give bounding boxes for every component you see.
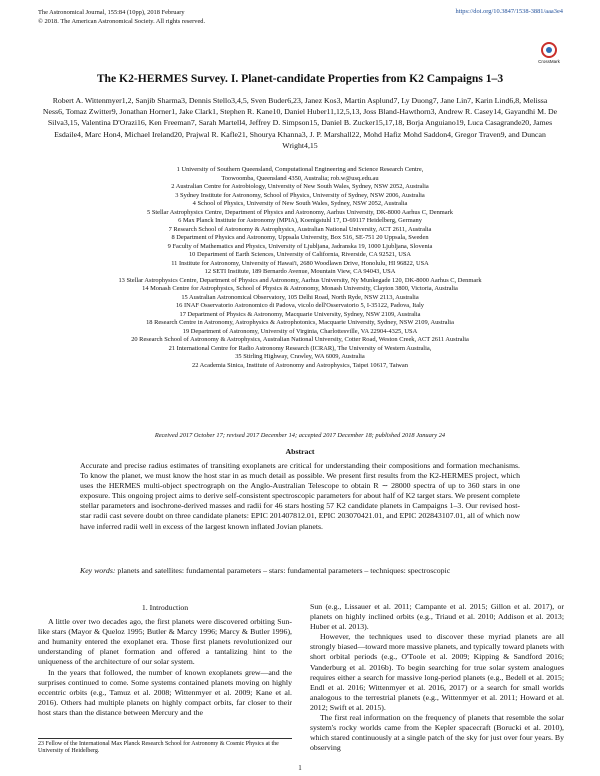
affiliation-line: 3 Sydney Institute for Astronomy, School of Physics, University of Sydney, NSW 2006, Australia	[175, 191, 425, 199]
abstract-heading: Abstract	[285, 447, 315, 456]
crossmark-icon	[541, 42, 557, 58]
running-header	[38, 8, 205, 26]
affiliation-line: 9 Faculty of Mathematics and Physics, University of Ljubljana, Jadranska 19, 1000 Ljubljana, Slovenia	[167, 242, 433, 250]
paragraph: A little over two decades ago, the first planets were discovered orbiting Sun-like stars (Mayor & Queloz 1995; Butler & Marcy 1996; Marcy & Butler 1996), and humanity entered the exoplanet era. Those first planets revolutionized our understanding of planet formation and offered a tantalizing hint to the uniqueness of the architecture of our solar system.	[38, 617, 292, 667]
affiliation-line: 21 International Centre for Radio Astronomy Research (ICRAR), The University of Western Australia,	[168, 344, 432, 352]
crossmark-label: CrossMark	[538, 59, 560, 64]
footnote: 23 Fellow of the International Max Planck Research School for Astronomy & Cosmic Physics at the University of Heidelberg.	[38, 738, 292, 756]
affiliation-line: 8 Department of Physics and Astronomy, Uppsala University, Box 516, SE-751 20 Uppsala, Sweden	[171, 234, 429, 241]
affiliation-line: 20 Research School of Astronomy & Astrophysics, Australian National University, Cotter Road, Weston Creek, ACT 2611 Australia	[131, 336, 469, 343]
affiliation-line: 12 SETI Institute, 189 Bernardo Avenue, Mountain View, CA 94043, USA	[204, 268, 396, 275]
paragraph: However, the techniques used to discover these myriad planets are all strongly biased—toward more massive planets, and typically toward planets with short orbital periods (e.g., O'Toole et al. 2009; Kipping & Sandford 2016; Vanderburg et al. 2016b). To begin searching for true solar system analogues requires either a search for massive long-period planets (e.g., Bedell et al. 2015; Endl et al. 2016; Wittenmyer et al. 2016, 2017) or a search for small worlds analogous to the terrestrial planets (e.g., Wittenmyer et al. 2011; Howard et al. 2012; Swift et al. 2015).	[310, 632, 564, 712]
affiliation-line: 5 Stellar Astrophysics Centre, Department of Physics and Astronomy, Aarhus University, DK-8000 Aarhus C, Denmark	[147, 208, 453, 216]
paragraph: The first real information on the frequency of planets that resemble the solar system's rocky worlds came from the Kepler spacecraft (Borucki et al. 2010), which stared continuously at a single patch of the sky for just over four years. By observing	[310, 713, 564, 753]
page-number: 1	[298, 764, 302, 772]
abstract-text: Accurate and precise radius estimates of transiting exoplanets are critical for understanding their compositions and formation mechanisms. To know the planet, we must know the host star in as much detail as possible. We present first results from the K2-HERMES project, which uses the HERMES multi-object spectrograph on the Anglo-Australian Telescope to obtain R ∼ 28000 spectra of up to 360 stars in one exposure. This ongoing project aims to derive self-consistent spectroscopic parameters for about half of K2 target stars. We present complete stellar parameters and isochrone-derived masses and radii for 46 stars hosting 57 K2 candidate planets in Campaigns 1–3. Our revised host-star radii cast severe doubt on three candidate planets: EPIC 201407812.01, EPIC 203070421.01, and EPIC 202843107.01, all of which now have inferred radii well in excess of the largest known inflated Jovian planets.	[80, 461, 520, 531]
affiliation-line: 4 School of Physics, University of New South Wales, Sydney, NSW 2052, Australia	[192, 200, 408, 207]
affiliation-line: 35 Stirling Highway, Crawley, WA 6009, Australia	[235, 353, 365, 360]
left-column	[38, 603, 292, 718]
paragraph: Sun (e.g., Lissauer et al. 2011; Campante et al. 2015; Gillon et al. 2017), or planets on highly inclined orbits (e.g., Triaud et al. 2010; Addison et al. 2013; Huber et al. 2013).	[310, 602, 564, 632]
affiliation-line: 17 Department of Physics & Astronomy, Macquarie University, Sydney, NSW 2109, Australia	[179, 310, 421, 318]
keywords-text: planets and satellites: fundamental parameters – stars: fundamental parameters – techniques: spectroscopic	[117, 566, 451, 575]
keywords-label: Key words:	[80, 566, 116, 575]
affiliation-line: 2 Australian Centre for Astrobiology, University of New South Wales, Sydney, NSW 2052, Australia	[171, 183, 429, 190]
crossmark-badge[interactable]	[536, 42, 562, 64]
right-column	[310, 602, 564, 753]
affiliation-line: 13 Stellar Astrophysics Centre, Department of Physics and Astronomy, Aarhus University, Ny Munkegade 120, DK-8000 Aarhus C, Denmark	[118, 276, 482, 284]
affiliation-line: 15 Australian Astronomical Observatory, 105 Delhi Road, North Ryde, NSW 2113, Australia	[181, 293, 419, 301]
affiliation-line: 7 Research School of Astronomy & Astrophysics, Australian National University, ACT 2611, Australia	[168, 225, 432, 233]
affiliation-line: 1 University of Southern Queensland, Computational Engineering and Science Research Centre,	[176, 166, 424, 173]
affiliation-line: 18 Research Centre in Astronomy, Astrophysics & Astrophotonics, Macquarie University, Sydney, NSW 2109, Australia	[146, 319, 454, 326]
author-list	[42, 95, 558, 151]
affiliation-line: Toowoomba, Queensland 4350, Australia; rob.w@usq.edu.au	[221, 174, 379, 182]
affiliation-line: 6 Max Planck Institute for Astronomy (MPIA), Koenigstuhl 17, D-69117 Heidelberg, Germany	[178, 217, 422, 224]
paragraph: In the years that followed, the number of known exoplanets grew—and the surprises continued to come. Some systems contained planets moving on highly eccentric orbits (e.g., Tamuz et al. 2008; Wittenmyer et al. 2009; Kane et al. 2016). Others had multiple planets on highly compact orbits, far closer to their host stars than the distance between Mercury and the	[38, 667, 292, 717]
affiliation-line: 11 Institute for Astronomy, University of Hawai'i, 2680 Woodlawn Drive, Honolulu, HI 96822, USA	[171, 259, 429, 267]
affiliation-line: 10 Department of Earth Sciences, University of California, Riverside, CA 92521, USA	[188, 251, 412, 258]
section-heading: 1. Introduction	[141, 603, 189, 612]
keywords	[80, 566, 520, 576]
paper-title: The K2-HERMES Survey. I. Planet-candidate Properties from K2 Campaigns 1–3	[96, 72, 504, 85]
affiliation-line: 19 Department of Astronomy, University of Virginia, Charlottesville, VA 22904-4325, USA	[182, 327, 418, 335]
copyright-line: © 2018. The American Astronomical Society. All rights reserved.	[38, 18, 206, 25]
publication-dates: Received 2017 October 17; revised 2017 December 14; accepted 2017 December 18; published 2018 January 24	[154, 432, 446, 439]
authors-text: Robert A. Wittenmyer1,2, Sanjib Sharma3, Dennis Stello3,4,5, Sven Buder6,23, Janez Kos3, Martin Asplund7, Ly Duong7, Jane Lin7, Karin Lind6,8, Melissa Ness6, Tomaz Zwitter9, Jonathan Horner1, Jake Clark1, Stephen R. Kane10, Daniel Huber11,12,5,13, Joss Bland-Hawthorn3, Andrew R. Casey14, Gayandhi M. De Silva3,15, Valentina D'Orazi16, Ken Freeman7, Sarah Martell4, Jeffrey D. Simpson15, Daniel B. Zucker15,17,18, Borja Anguiano19, Luca Casagrande20, James Esdaile4, Marc Hon4, Michael Ireland20, Prajwal R. Kafle21, Shourya Khanna3, J. P. Marshall22, Mohd Hafiz Mohd Saddon4, Gregor Traven9, and Duncan Wright4,15	[42, 96, 558, 150]
affiliations	[40, 166, 560, 370]
affiliation-line: 22 Academia Sinica, Institute of Astronomy and Astrophysics, Taipei 10617, Taiwan	[192, 361, 408, 369]
affiliation-line: 14 Monash Centre for Astrophysics, School of Physics & Astronomy, Monash University, Clayton 3800, Victoria, Australia	[142, 285, 458, 292]
affiliation-line: 16 INAF Osservatorio Astronomico di Padova, vicolo dell'Osservatorio 5, I-35122, Padova, Italy	[175, 302, 425, 309]
doi-link[interactable]: https://doi.org/10.3847/1538-3881/aaa3e4	[455, 8, 563, 15]
journal-citation: The Astronomical Journal, 155:84 (10pp), 2018 February	[38, 9, 185, 16]
